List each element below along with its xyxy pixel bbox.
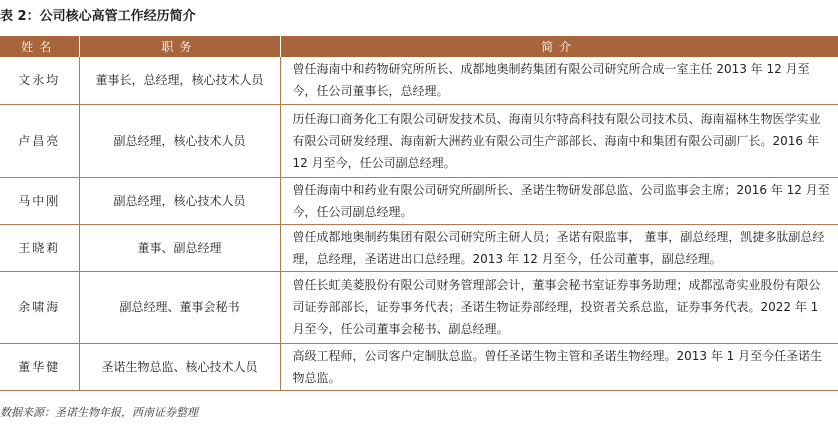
row-name: 董华健 xyxy=(0,343,79,390)
row-name: 马中刚 xyxy=(0,177,79,224)
row-bio: 历任海口商务化工有限公司研发技术员、海南贝尔特高科技有限公司技术员、海南福林生物医学实业有限公司研发经理、海南新大洲药业有限公司生产部部长、海南中和集团有限公司副厂长。2016 年 12 月至今，任公司副总经理。 xyxy=(280,104,838,177)
row-bio: 曾任海南中和药物研究所所长、成都地奥制药集团有限公司研究所合成一室主任 2013 年 12 月至今，任公司董事长，总经理。 xyxy=(280,57,838,104)
executive-table-container xyxy=(0,36,838,391)
row-title: 副总经理，核心技术人员 xyxy=(79,177,280,224)
row-name: 文永均 xyxy=(0,57,79,104)
row-name: 卢昌亮 xyxy=(0,104,79,177)
row-bio: 曾任成都地奥制药集团有限公司研究所主研人员；圣诺有限监事， 董事，副总经理，凯捷多肽副总经理，总经理，圣诺进出口总经理。2013 年 12 月至今，任公司董事，副总经理。 xyxy=(280,224,838,271)
header-bio: 简介 xyxy=(280,36,838,57)
row-title: 董事、副总经理 xyxy=(79,224,280,271)
table-caption: 表 2：公司核心高管工作经历简介 xyxy=(0,9,196,24)
source-footnote: 数据来源：圣诺生物年报，西南证券整理 xyxy=(0,406,198,419)
row-bio: 曾任长虹美菱股份有限公司财务管理部会计，董事会秘书室证券事务助理；成都泓奇实业股份有限公司证券部部长，证券事务代表；圣诺生物证券部经理，投资者关系总监，证券事务代表。2022 年 1 月至今，任公司董事会秘书、副总经理。 xyxy=(280,271,838,343)
row-title: 圣诺生物总监、核心技术人员 xyxy=(79,343,280,390)
table-row xyxy=(0,104,838,177)
table-body xyxy=(0,57,838,390)
table-row xyxy=(0,224,838,271)
row-title: 副总经理、董事会秘书 xyxy=(79,271,280,343)
header-name: 姓名 xyxy=(0,36,79,57)
executive-table xyxy=(0,36,838,391)
row-bio: 高级工程师，公司客户定制肽总监。曾任圣诺生物主管和圣诺生物经理。2013 年 1 月至今任圣诺生物总监。 xyxy=(280,343,838,390)
row-title: 副总经理，核心技术人员 xyxy=(79,104,280,177)
table-row xyxy=(0,177,838,224)
row-name: 王晓莉 xyxy=(0,224,79,271)
table-row xyxy=(0,57,838,104)
table-row xyxy=(0,343,838,390)
header-title: 职务 xyxy=(79,36,280,57)
row-title: 董事长，总经理，核心技术人员 xyxy=(79,57,280,104)
table-header xyxy=(0,36,838,57)
header-row xyxy=(0,36,838,57)
row-name: 余啸海 xyxy=(0,271,79,343)
table-row xyxy=(0,271,838,343)
row-bio: 曾任海南中和药业有限公司研究所副所长、圣诺生物研发部总监、公司监事会主席；2016 年 12 月至今，任公司副总经理。 xyxy=(280,177,838,224)
